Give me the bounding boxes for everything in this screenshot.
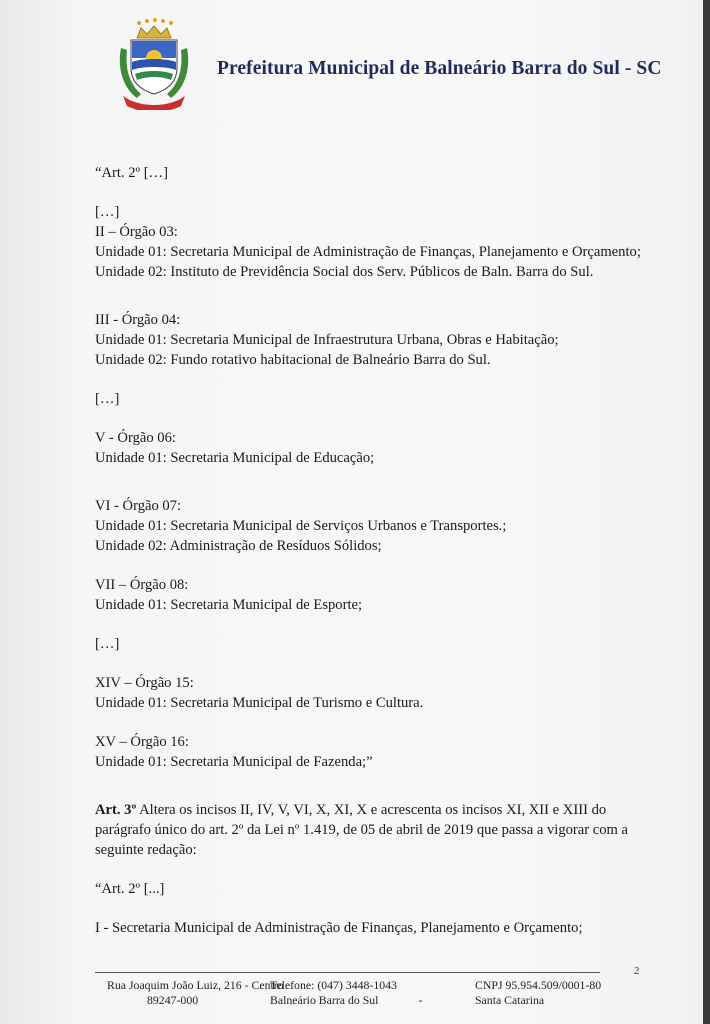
letterhead [112,18,662,113]
unit-line: Unidade 01: Secretaria Municipal de Infraestrutura Urbana, Obras e Habitação; [95,332,559,348]
footer-address-block [107,978,284,1008]
footer-address: Rua Joaquim João Luiz, 216 - Centro [107,978,284,992]
unit-line: Unidade 01: Secretaria Municipal de Administração de Finanças, Planejamento e Orçamento; [95,244,641,260]
document-body [95,163,665,938]
footer-phone: Telefone: (047) 3448-1043 [270,978,397,992]
footer-contact-block [270,978,422,1008]
footer-dash: - [418,993,423,1007]
orgao-15-section [95,673,665,713]
unit-line: Unidade 02: Administração de Resíduos Sólidos; [95,538,382,554]
ellipsis: […] [95,204,120,220]
orgao-heading: XV – Órgão 16: [95,734,189,750]
unit-line: Unidade 01: Secretaria Municipal de Fazenda;” [95,754,373,770]
orgao-07-section [95,496,665,556]
unit-line: Unidade 01: Secretaria Municipal de Esporte; [95,597,363,613]
ellipsis: […] [95,391,120,407]
article-3 [95,800,665,860]
unit-line: Unidade 02: Fundo rotativo habitacional de Balneário Barra do Sul. [95,352,491,368]
unit-line: Unidade 01: Secretaria Municipal de Educação; [95,450,375,466]
orgao-heading: VI - Órgão 07: [95,498,182,514]
orgao-heading: XIV – Órgão 15: [95,675,194,691]
art2-opening: “Art. 2º […] [95,165,169,181]
footer-cnpj: CNPJ 95.954.509/0001-80 [475,978,602,992]
footer-cep: 89247-000 [147,993,199,1007]
unit-line: Unidade 01: Secretaria Municipal de Serviços Urbanos e Transportes.; [95,518,507,534]
footer-state: Santa Catarina [475,993,545,1007]
municipal-coat-of-arms-logo [117,18,191,110]
orgao-heading: II – Órgão 03: [95,224,178,240]
unit-line: Unidade 02: Instituto de Previdência Social dos Serv. Públicos de Baln. Barra do Sul. [95,264,594,280]
municipality-title: Prefeitura Municipal de Balneário Barra do Sul - SC [217,58,662,79]
orgao-16-section [95,732,665,772]
page-number: 2 [634,965,640,977]
orgao-08-section [95,575,665,615]
orgao-heading: III - Órgão 04: [95,312,181,328]
orgao-heading: VII – Órgão 08: [95,577,189,593]
article-3-text [95,800,650,860]
orgao-04-section [95,310,665,370]
article-3-body: Altera os incisos II, IV, V, VI, X, XI, X e acrescenta os incisos XI, XII e XIII do parágrafo único do art. 2º da Lei nº 1.419, de 05 de abril de 2019 que passa a vigorar com a seguinte redação: [95,802,629,858]
orgao-03-section [95,222,665,282]
orgao-06-section [95,428,665,468]
inciso-i: I - Secretaria Municipal de Administração de Finanças, Planejamento e Orçamento; [95,920,583,936]
ellipsis: […] [95,636,120,652]
footer-divider [95,972,600,973]
art2-opening-repeat: “Art. 2º [...] [95,881,165,897]
footer-registry-block [475,978,601,1008]
footer-city: Balneário Barra do Sul [270,993,379,1007]
unit-line: Unidade 01: Secretaria Municipal de Turismo e Cultura. [95,695,424,711]
article-3-label: Art. 3º [95,802,137,818]
orgao-heading: V - Órgão 06: [95,430,176,446]
